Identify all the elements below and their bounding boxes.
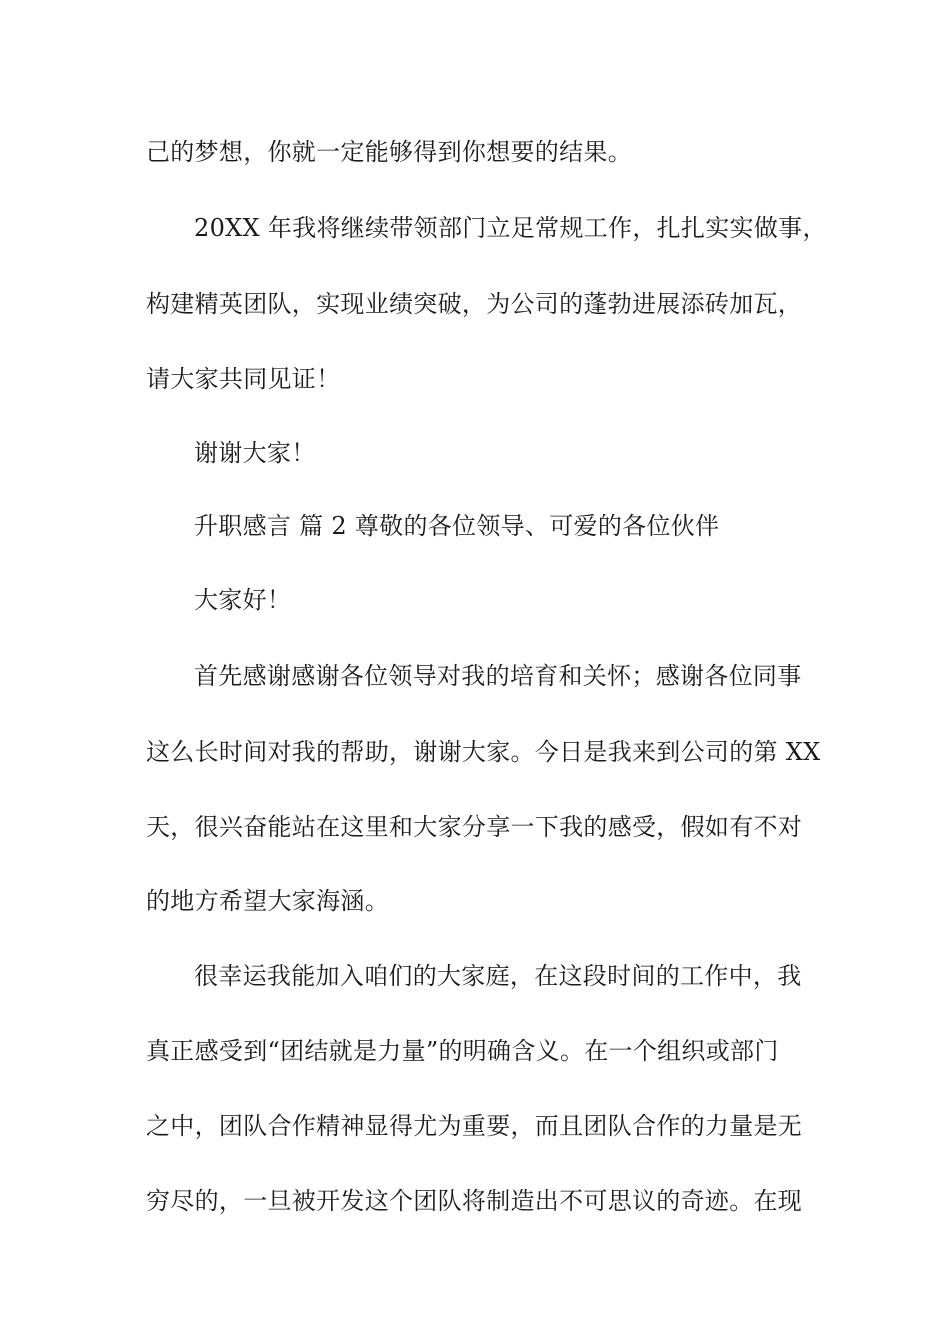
- paragraph-line: 首先感谢感谢各位领导对我的培育和关怀；感谢各位同事: [194, 662, 802, 690]
- paragraph-line: 真正感受到“团结就是力量”的明确含义。在一个组织或部门: [146, 1037, 779, 1065]
- paragraph-line: 之中，团队合作精神显得尤为重要，而且团队合作的力量是无: [146, 1112, 803, 1140]
- paragraph-line: 天，很兴奋能站在这里和大家分享一下我的感受，假如有不对: [146, 813, 803, 841]
- paragraph-line: 己的梦想，你就一定能够得到你想要的结果。: [146, 138, 632, 166]
- paragraph-line: 这么长时间对我的帮助，谢谢大家。今日是我来到公司的第 XX: [146, 738, 821, 766]
- paragraph-line: 谢谢大家！: [194, 439, 316, 467]
- paragraph-line: 的地方希望大家海涵。: [146, 887, 389, 915]
- greeting-line: 大家好！: [194, 586, 292, 614]
- paragraph-line: 请大家共同见证！: [146, 365, 341, 393]
- paragraph-line: 穷尽的，一旦被开发这个团队将制造出不可思议的奇迹。在现: [146, 1187, 803, 1215]
- paragraph-line: 20XX 年我将继续带领部门立足常规工作，扎扎实实做事，: [194, 214, 827, 242]
- paragraph-line: 很幸运我能加入咱们的大家庭，在这段时间的工作中，我: [194, 962, 802, 990]
- paragraph-line: 构建精英团队，实现业绩突破，为公司的蓬勃进展添砖加瓦，: [146, 290, 803, 318]
- section-heading: 升职感言 篇 2 尊敬的各位领导、可爱的各位伙伴: [194, 512, 720, 540]
